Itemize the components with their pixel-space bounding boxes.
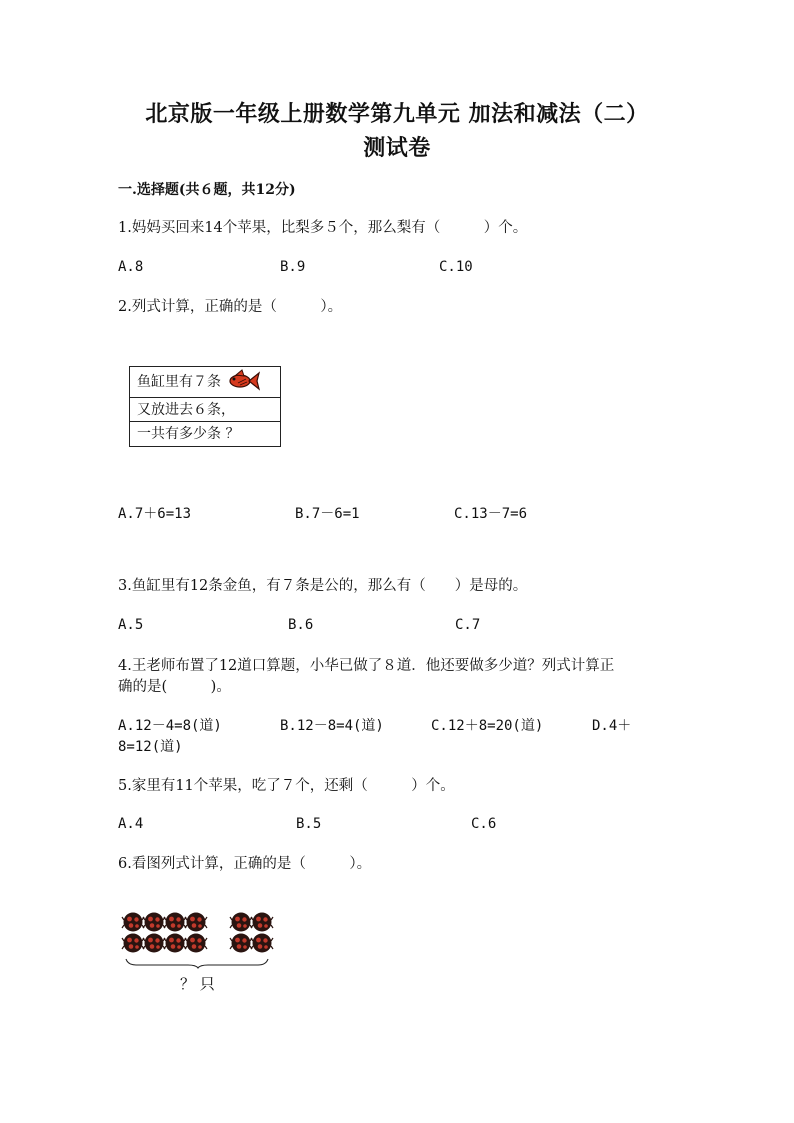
question-6-text: 6.看图列式计算，正确的是（ ）。 [118,856,372,872]
q4-option-a: A.12－4=8(道) [118,718,222,734]
brace-line [126,959,268,968]
page-subtitle: 测试卷 [363,135,431,161]
question-1-text: 1.妈妈买回来14个苹果，比梨多５个，那么梨有（ ）个。 [118,220,528,236]
q3-option-b: B.6 [288,617,314,633]
q2-option-b: B.7－6=1 [295,506,360,522]
q4-option-d: D.4＋ [592,718,632,734]
q2-word-problem-table [129,366,281,447]
question-3-text: 3.鱼缸里有12条金鱼，有７条是公的，那么有（ ）是母的。 [118,578,528,594]
q3-option-c: C.7 [455,617,481,633]
question-2-text: 2.列式计算，正确的是（ ）。 [118,299,343,315]
q2-option-a: A.7＋6=13 [118,506,192,522]
q2-option-c: C.13－7=6 [454,506,528,522]
q2-table-row-1 [130,367,280,398]
q4-option-d-continued: 8=12(道) [118,739,183,755]
page-title: 北京版一年级上册数学第九单元 加法和减法（二） [145,101,649,127]
q3-option-a: A.5 [118,617,144,633]
ladybug-icon-row-2 [122,934,273,953]
ladybug-group-figure [120,905,280,969]
q5-option-a: A.4 [118,816,144,832]
q1-option-c: C.10 [439,259,473,275]
q1-option-a: A.8 [118,259,144,275]
question-4-text-line-2: 确的是( )。 [118,679,231,695]
q4-option-b: B.12－8=4(道) [280,718,384,734]
ladybug-icon-row-1 [122,913,273,932]
q2-table-row-1-text: 鱼缸里有７条 [137,374,221,390]
q1-option-b: B.9 [280,259,306,275]
question-5-text: 5.家里有11个苹果，吃了７个，还剩（ ）个。 [118,778,455,794]
section-heading: 一.选择题(共６题，共12分) [118,182,296,198]
q5-option-c: C.6 [471,816,497,832]
goldfish-icon [226,369,260,391]
q2-table-row-3: 一共有多少条 ？ [137,426,240,442]
q4-option-c: C.12＋8=20(道) [431,718,544,734]
question-4-text-line-1: 4.王老师布置了12道口算题，小华已做了８道．他还要做多少道？列式计算正 [118,658,615,674]
figure-question-label: ？ 只 [180,975,215,993]
q5-option-b: B.5 [296,816,322,832]
q2-table-row-2: 又放进去６条， [130,398,280,422]
